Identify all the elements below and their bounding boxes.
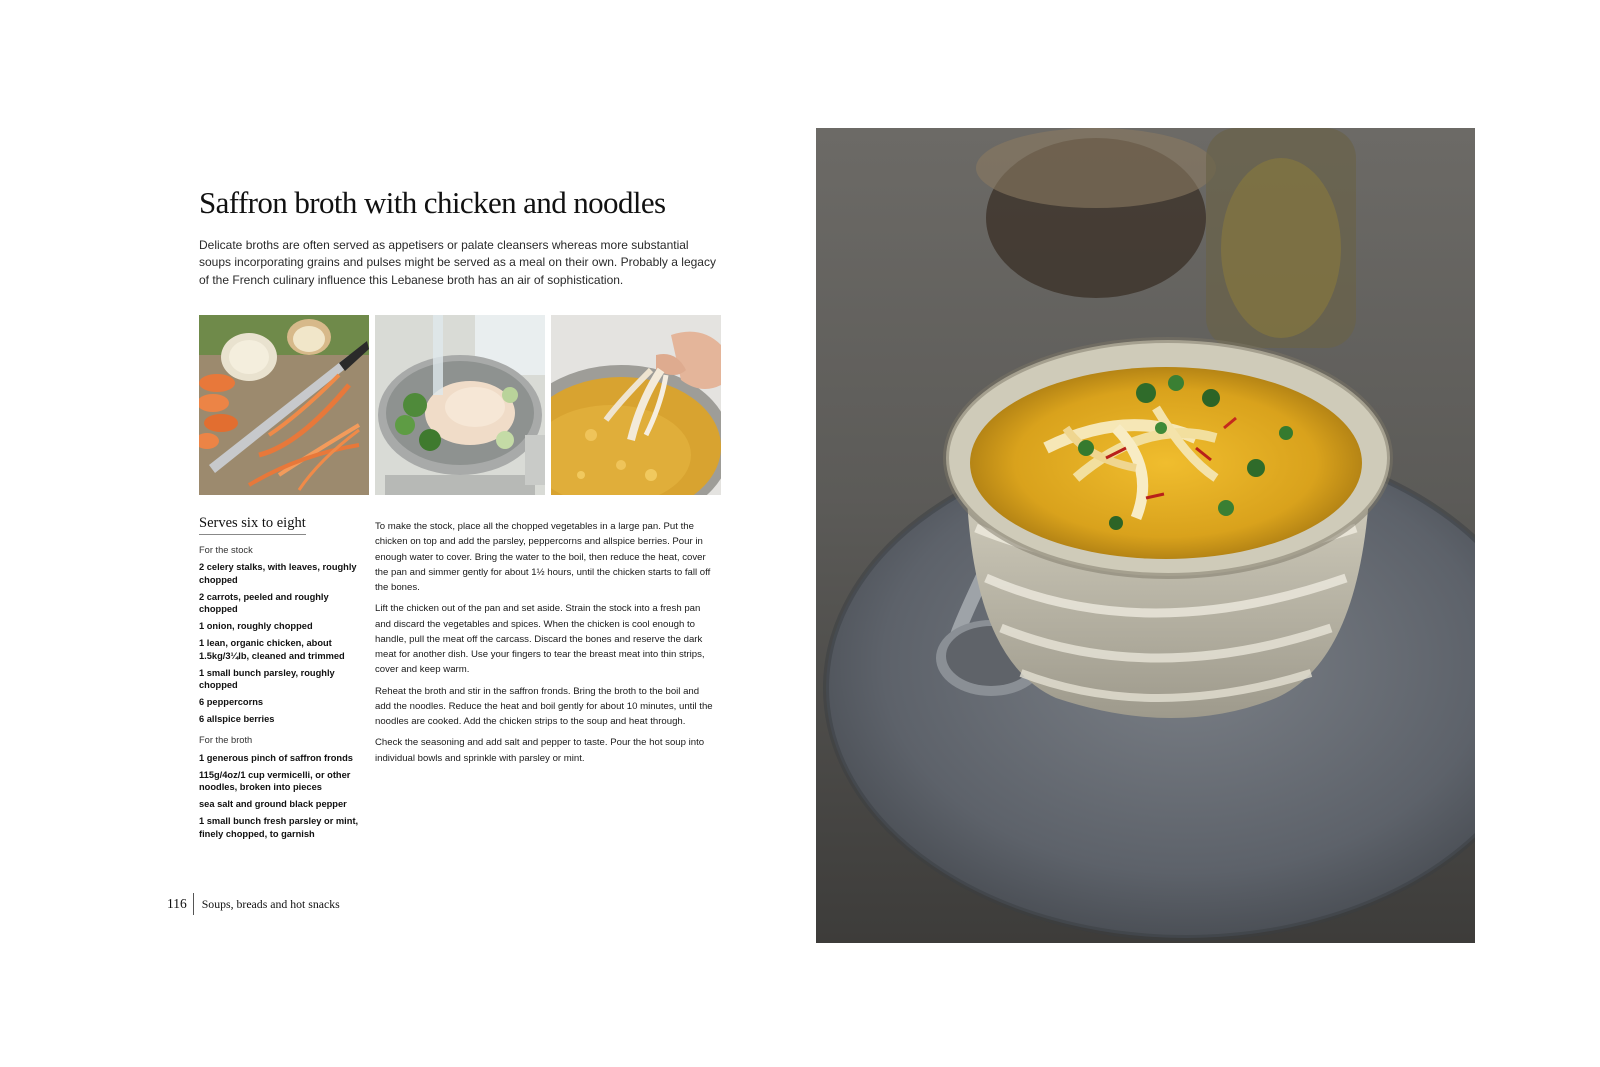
broth-heading: For the broth <box>199 735 253 746</box>
stock-heading: For the stock <box>199 545 253 555</box>
ingredient-item: 6 peppercorns <box>199 697 264 708</box>
step-photo-chopping-vegetables <box>199 315 369 495</box>
chapter-name: Soups, breads and hot snacks <box>201 896 340 911</box>
ingredient-item: 2 carrots, peeled and roughly chopped <box>199 591 329 615</box>
page-number: 116 <box>167 896 187 911</box>
ingredient-item: sea salt and ground black pepper <box>199 799 347 810</box>
ingredient-item: 1 generous pinch of saffron fronds <box>199 752 353 763</box>
ingredient-item: 115g/4oz/1 cup vermicelli, or other noodles, broken into pieces <box>199 769 351 793</box>
hero-photo-saffron-broth <box>816 128 1475 943</box>
method-step: Reheat the broth and stir in the saffron fronds. Bring the broth to the boil and add the noodles. Reduce the heat and boil gently for about 10 minutes, until the noodles are cooked. Add the chicken strips to the soup and heat through. <box>375 685 713 728</box>
step-photo-chicken-in-pan <box>375 315 545 495</box>
method <box>375 519 715 772</box>
page-footer <box>167 893 340 915</box>
stock-list <box>199 561 364 725</box>
recipe-title: Saffron broth with chicken and noodles <box>199 185 666 220</box>
ingredient-item: 2 celery stalks, with leaves, roughly chopped <box>199 562 357 585</box>
method-step: To make the stock, place all the chopped vegetables in a large pan. Put the chicken on top and add the parsley, peppercorns and allspice berries. Pour in enough water to cover. Bring the water to the boil, then reduce the heat, cover the pan and simmer gently for about 1½ hours, until the chicken starts to fall off the bones. <box>375 521 711 594</box>
step-photo-shredding-chicken <box>551 315 721 495</box>
method-step: Lift the chicken out of the pan and set aside. Strain the stock into a fresh pan and discard the vegetables and spices. When the chicken is cool enough to handle, pull the meat off the carcass. Discard the bones and reserve the dark meat for another dish. Use your fingers to tear the breast meat into thin strips, cover and keep warm. <box>375 603 705 676</box>
method-step: Check the seasoning and add salt and pepper to taste. Pour the hot soup into individual bowls and sprinkle with parsley or mint. <box>375 737 705 764</box>
ingredient-item: 1 lean, organic chicken, about 1.5kg/3¼lb, cleaned and trimmed <box>199 638 345 661</box>
ingredient-item: 1 small bunch parsley, roughly chopped <box>199 667 335 691</box>
ingredient-item: 1 onion, roughly chopped <box>199 621 313 632</box>
recipe-intro: Delicate broths are often served as appetisers or palate cleansers whereas more substantial soups incorporating grains and pulses might be served as a meal on their own. Probably a legacy of the French culinary influence this Lebanese broth has an air of sophistication. <box>199 238 716 287</box>
ingredients <box>199 544 364 845</box>
ingredient-item: 1 small bunch fresh parsley or mint, finely chopped, to garnish <box>199 816 359 839</box>
ingredient-item: 6 allspice berries <box>199 714 275 725</box>
servings: Serves six to eight <box>199 515 306 535</box>
broth-list <box>199 752 364 840</box>
